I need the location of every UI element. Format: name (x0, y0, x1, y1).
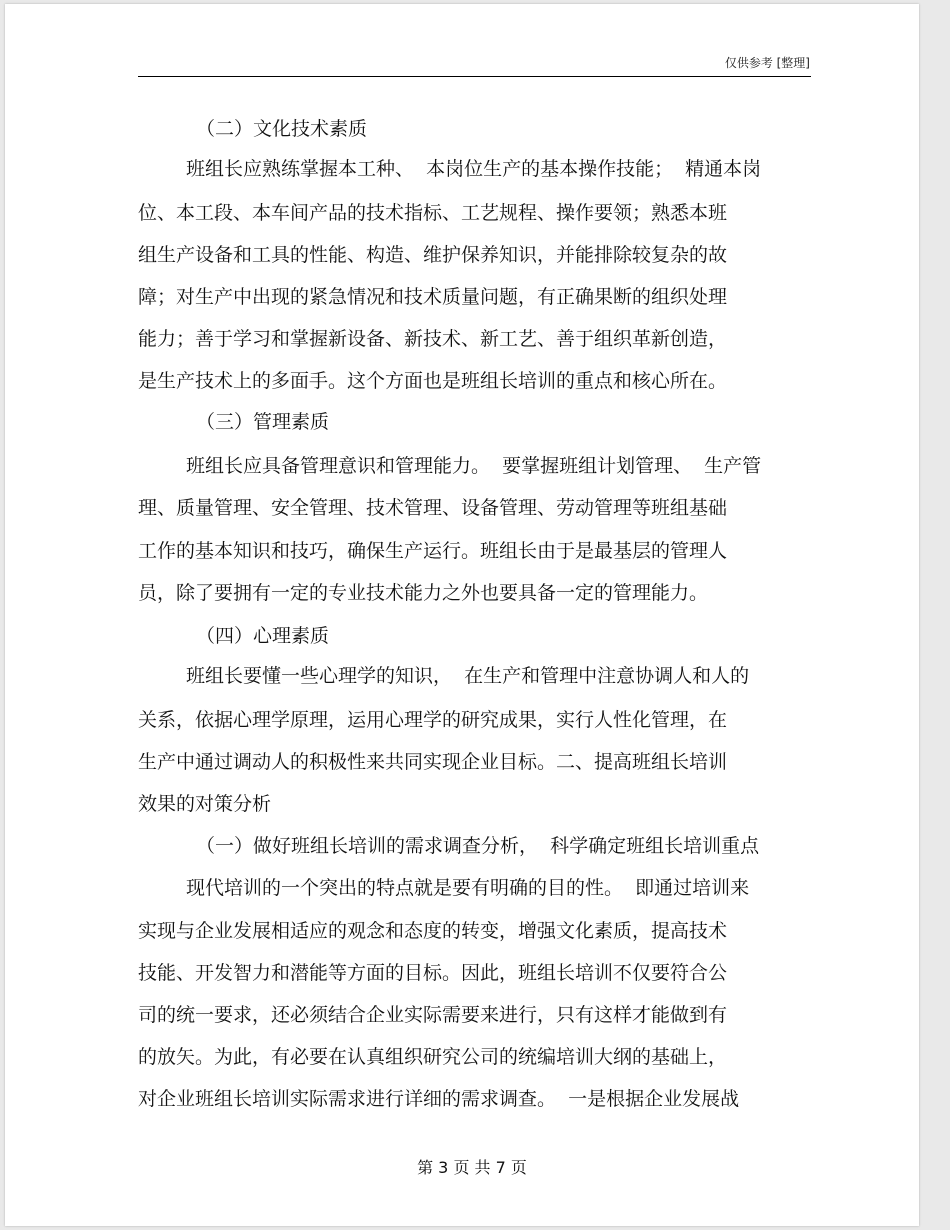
paragraph-line: 技能、开发智力和潜能等方面的目标。因此，班组长培训不仅要符合公 (138, 962, 728, 984)
paragraph-line: 现代培训的一个突出的特点就是要有明确的目的性。 即通过培训来 (186, 877, 750, 899)
paragraph-line: 是生产技术上的多面手。这个方面也是班组长培训的重点和核心所在。 (138, 370, 728, 392)
paragraph-line: 生产中通过调动人的积极性来共同实现企业目标。二、提高班组长培训 (138, 751, 728, 773)
section-heading: （二）文化技术素质 (196, 118, 368, 140)
section-heading: （三）管理素质 (196, 411, 330, 433)
header-rule (138, 76, 811, 77)
paragraph-line: 障；对生产中出现的紧急情况和技术质量问题，有正确果断的组织处理 (138, 286, 728, 308)
section-heading: （四）心理素质 (196, 625, 330, 647)
section-heading: （一）做好班组长培训的需求调查分析， 科学确定班组长培训重点 (196, 835, 760, 857)
header-note: 仅供参考 [整理] (724, 56, 810, 70)
paragraph-line: 的放矢。为此，有必要在认真组织研究公司的统编培训大纲的基础上， (138, 1046, 728, 1068)
paragraph-line: 关系，依据心理学原理，运用心理学的研究成果，实行人性化管理，在 (138, 709, 728, 731)
paragraph-line: 工作的基本知识和技巧，确保生产运行。班组长由于是最基层的管理人 (138, 540, 728, 562)
paragraph-line: 对企业班组长培训实际需求进行详细的需求调查。 一是根据企业发展战 (138, 1088, 740, 1110)
paragraph-line: 效果的对策分析 (138, 793, 272, 815)
paragraph-line: 班组长应熟练掌握本工种、 本岗位生产的基本操作技能； 精通本岗 (186, 158, 762, 180)
paragraph-line: 能力；善于学习和掌握新设备、新技术、新工艺、善于组织革新创造， (138, 328, 728, 350)
paragraph-line: 实现与企业发展相适应的观念和态度的转变，增强文化素质，提高技术 (138, 920, 728, 942)
paragraph-line: 组生产设备和工具的性能、构造、维护保养知识，并能排除较复杂的故 (138, 244, 728, 266)
paragraph-line: 理、质量管理、安全管理、技术管理、设备管理、劳动管理等班组基础 (138, 497, 728, 519)
page-number-footer: 第 3 页 共 7 页 (417, 1158, 527, 1177)
document-page (5, 4, 919, 1226)
paragraph-line: 班组长应具备管理意识和管理能力。 要掌握班组计划管理、 生产管 (186, 455, 762, 477)
paragraph-line: 司的统一要求，还必须结合企业实际需要来进行，只有这样才能做到有 (138, 1004, 728, 1026)
paragraph-line: 员，除了要拥有一定的专业技术能力之外也要具备一定的管理能力。 (138, 582, 709, 604)
paragraph-line: 班组长要懂一些心理学的知识， 在生产和管理中注意协调人和人的 (186, 665, 750, 687)
paragraph-line: 位、本工段、本车间产品的技术指标、工艺规程、操作要领；熟悉本班 (138, 202, 728, 224)
